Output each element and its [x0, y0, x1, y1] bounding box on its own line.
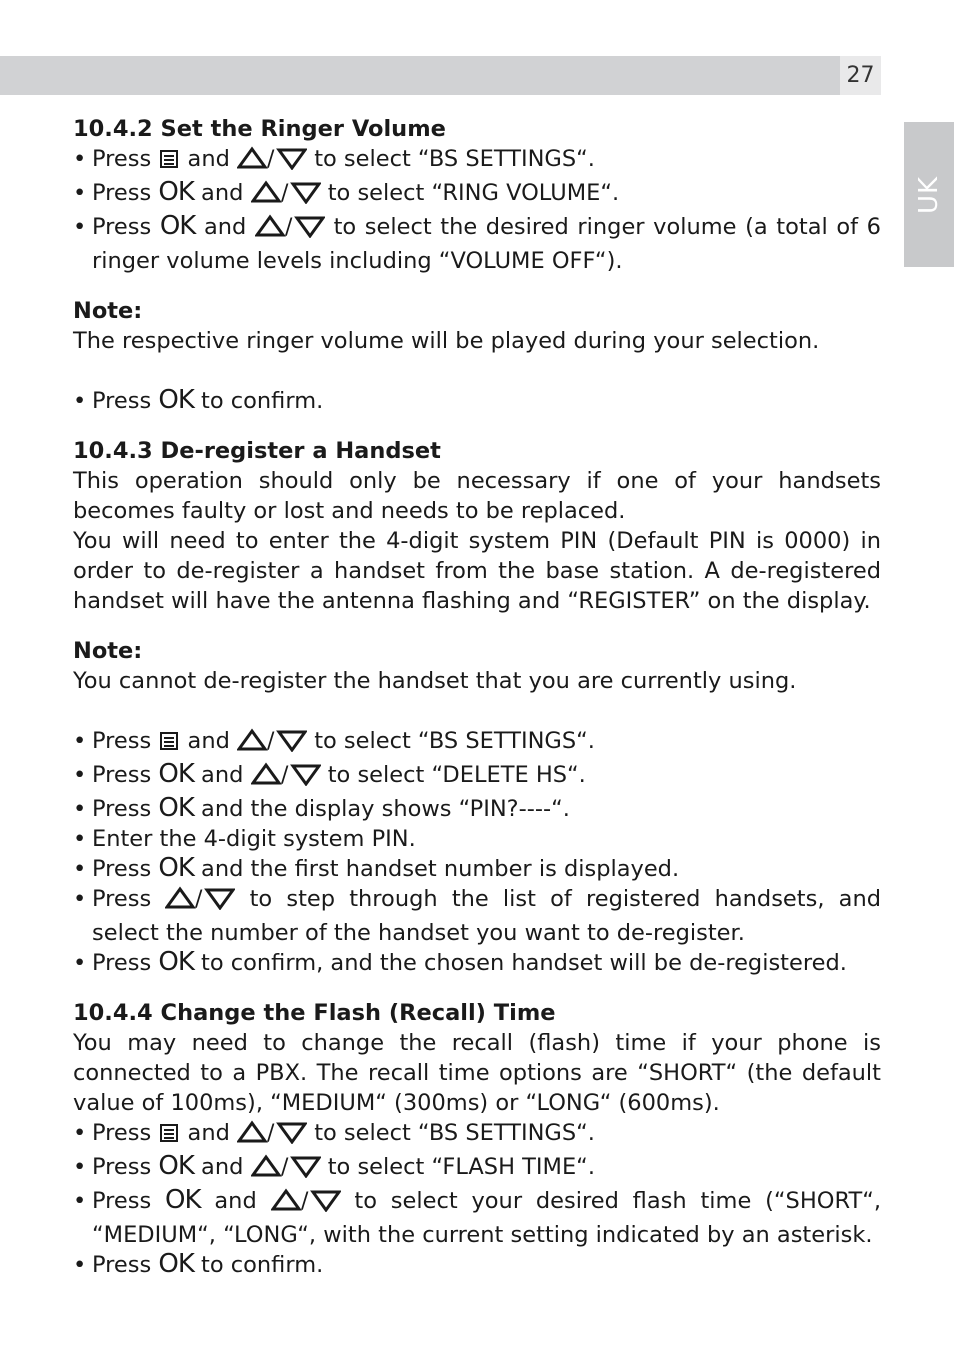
down-arrow-icon: [313, 1192, 339, 1210]
up-arrow-icon: [239, 149, 265, 167]
up-arrow-icon: [253, 765, 279, 783]
ok-key-icon: OK: [165, 1185, 201, 1215]
up-down-arrows-icon: [251, 180, 321, 212]
ok-key-icon: OK: [158, 1151, 194, 1181]
page-number: 27: [840, 56, 881, 95]
list-item: • Press OK and / to select “DELETE HS“.: [73, 760, 881, 794]
up-down-arrows-icon: [271, 1188, 341, 1220]
up-arrow-icon: [167, 889, 193, 907]
svg-text:/: /: [280, 1155, 288, 1178]
list-item: • Press OK and the display shows “PIN?----“.: [73, 794, 881, 824]
list-item: • Press and / to select “BS SETTINGS“.: [73, 726, 881, 760]
list-item: • Press OK and the first handset number is displayed.: [73, 854, 881, 884]
list-item: • Press OK to confirm.: [73, 386, 881, 416]
svg-text:/: /: [267, 1121, 275, 1144]
down-arrow-icon: [293, 766, 319, 784]
up-down-arrows-icon: [237, 728, 307, 760]
deregister-steps-list: [73, 726, 881, 978]
up-arrow-icon: [257, 217, 283, 235]
ok-key-icon: OK: [158, 853, 194, 883]
svg-text:/: /: [280, 181, 288, 204]
list-item: • Press / to step through the list of registered handsets, and select the number of the handset you want to de-register.: [73, 884, 881, 948]
list-item: • Press and / to select “BS SETTINGS“.: [73, 144, 881, 178]
up-arrow-icon: [253, 1157, 279, 1175]
up-down-arrows-icon: [251, 1154, 321, 1186]
flash-steps-list: [73, 1118, 881, 1280]
down-arrow-icon: [293, 184, 319, 202]
list-item: • Press and / to select “BS SETTINGS“.: [73, 1118, 881, 1152]
manual-content: [73, 114, 881, 1280]
section-title-flash-time: 10.4.4 Change the Flash (Recall) Time: [73, 1000, 556, 1026]
note-heading: Note:: [73, 298, 143, 324]
up-down-arrows-icon: [165, 886, 235, 918]
ringer-steps-list: [73, 144, 881, 276]
menu-key-icon: [160, 732, 178, 750]
svg-text:/: /: [267, 729, 275, 752]
ok-key-icon: OK: [158, 177, 194, 207]
ok-key-icon: OK: [158, 385, 194, 415]
up-down-arrows-icon: [237, 1120, 307, 1152]
ok-key-icon: OK: [158, 759, 194, 789]
ok-key-icon: OK: [158, 793, 194, 823]
section-title-ringer-volume: 10.4.2 Set the Ringer Volume: [73, 116, 446, 142]
list-item: • Press OK to confirm.: [73, 1250, 881, 1280]
note-text: You cannot de-register the handset that you are currently using.: [73, 668, 797, 694]
down-arrow-icon: [279, 150, 305, 168]
language-tab: [904, 122, 954, 267]
paragraph: You may need to change the recall (flash) time if your phone is connected to a PBX. The recall time options are “SHORT“ (the default value of 100ms), “MEDIUM“ (300ms) or “LONG“ (600ms).: [73, 1030, 881, 1116]
note-text: The respective ringer volume will be played during your selection.: [73, 328, 820, 354]
ok-key-icon: OK: [159, 211, 196, 241]
list-item: • Enter the 4-digit system PIN.: [73, 824, 881, 854]
note-heading: Note:: [73, 638, 143, 664]
ok-key-icon: OK: [158, 1249, 194, 1279]
down-arrow-icon: [207, 890, 233, 908]
paragraph: You will need to enter the 4-digit system PIN (Default PIN is 0000) in order to de-register a handset from the base station. A de-registered handset will have the antenna flashing and “REGISTER” on the display.: [73, 528, 881, 614]
svg-text:/: /: [280, 763, 288, 786]
up-down-arrows-icon: [255, 214, 325, 246]
section-title-deregister: 10.4.3 De-register a Handset: [73, 438, 441, 464]
list-item: • Press OK and / to select “RING VOLUME“.: [73, 178, 881, 212]
up-down-arrows-icon: [237, 146, 307, 178]
up-arrow-icon: [239, 731, 265, 749]
header-bar: [0, 56, 840, 95]
down-arrow-icon: [297, 218, 323, 236]
list-item: • Press OK and / to select “FLASH TIME“.: [73, 1152, 881, 1186]
up-down-arrows-icon: [251, 762, 321, 794]
down-arrow-icon: [293, 1158, 319, 1176]
language-tab-label: UK: [914, 175, 944, 214]
svg-text:/: /: [284, 215, 293, 238]
svg-text:/: /: [300, 1189, 308, 1212]
up-arrow-icon: [273, 1191, 299, 1209]
list-item: • Press OK to confirm, and the chosen handset will be de-registered.: [73, 948, 881, 978]
down-arrow-icon: [279, 1124, 305, 1142]
svg-text:/: /: [195, 887, 203, 910]
ringer-confirm-list: [73, 386, 881, 416]
menu-key-icon: [160, 150, 178, 168]
svg-text:/: /: [267, 147, 275, 170]
paragraph: This operation should only be necessary if one of your handsets becomes faulty or lost and needs to be replaced.: [73, 468, 881, 524]
up-arrow-icon: [253, 183, 279, 201]
ok-key-icon: OK: [158, 947, 194, 977]
down-arrow-icon: [279, 732, 305, 750]
list-item: • Press OK and / to select your desired flash time (“SHORT“, “MEDIUM“, “LONG“, with the current setting indicated by an asterisk.: [73, 1186, 881, 1250]
list-item: • Press OK and / to select the desired ringer volume (a total of 6 ringer volume levels including “VOLUME OFF“).: [73, 212, 881, 276]
up-arrow-icon: [239, 1123, 265, 1141]
menu-key-icon: [160, 1124, 178, 1142]
